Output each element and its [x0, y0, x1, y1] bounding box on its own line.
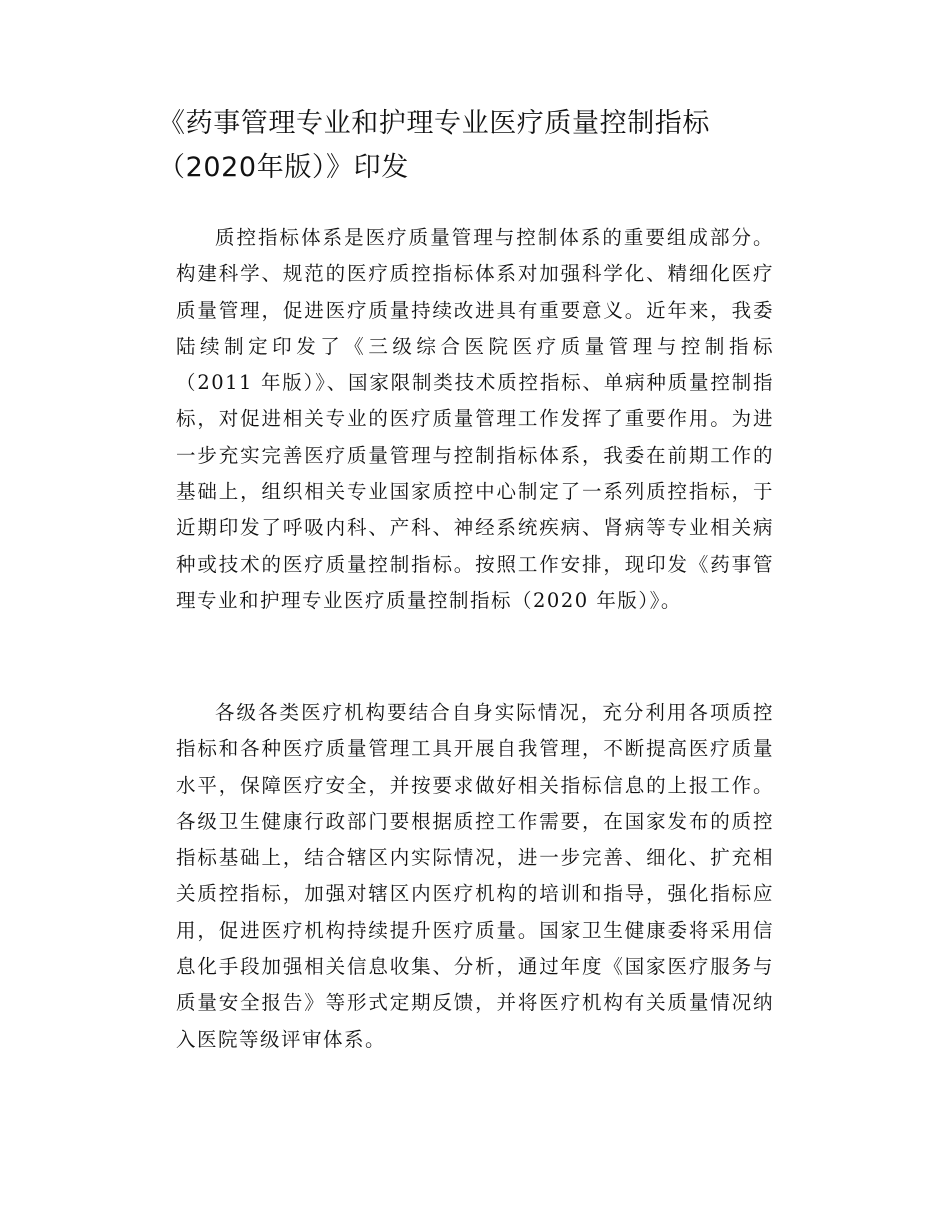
body-paragraph-1: 质控指标体系是医疗质量管理与控制体系的重要组成部分。构建科学、规范的医疗质控指标体系对加强科学化、精细化医疗质量管理，促进医疗质量持续改进具有重要意义。近年来，我委陆续制定印发了《三级综合医院医疗质量管理与控制指标（2011 年版）》、国家限制类技术质控指标、单病种质量控制指标，对促进相关专业的医疗质量管理工作发挥了重要作用。为进一步充实完善医疗质量管理与控制指标体系，我委在前期工作的基础上，组织相关专业国家质控中心制定了一系列质控指标，于近期印发了呼吸内科、产科、神经系统疾病、肾病等专业相关病种或技术的医疗质量控制指标。按照工作安排，现印发《药事管理专业和护理专业医疗质量控制指标（2020 年版）》。	[176, 226, 774, 612]
document-title: 《药事管理专业和护理专业医疗质量控制指标（2020年版）》印发	[158, 108, 710, 183]
body-paragraph-2: 各级各类医疗机构要结合自身实际情况，充分利用各项质控指标和各种医疗质量管理工具开展自我管理，不断提高医疗质量水平，保障医疗安全，并按要求做好相关指标信息的上报工作。各级卫生健康行政部门要根据质控工作需要，在国家发布的质控指标基础上，结合辖区内实际情况，进一步完善、细化、扩充相关质控指标，加强对辖区内医疗机构的培训和指导，强化指标应用，促进医疗机构持续提升医疗质量。国家卫生健康委将采用信息化手段加强相关信息收集、分析，通过年度《国家医疗服务与质量安全报告》等形式定期反馈，并将医疗机构有关质量情况纳入医院等级评审体系。	[176, 701, 774, 1051]
